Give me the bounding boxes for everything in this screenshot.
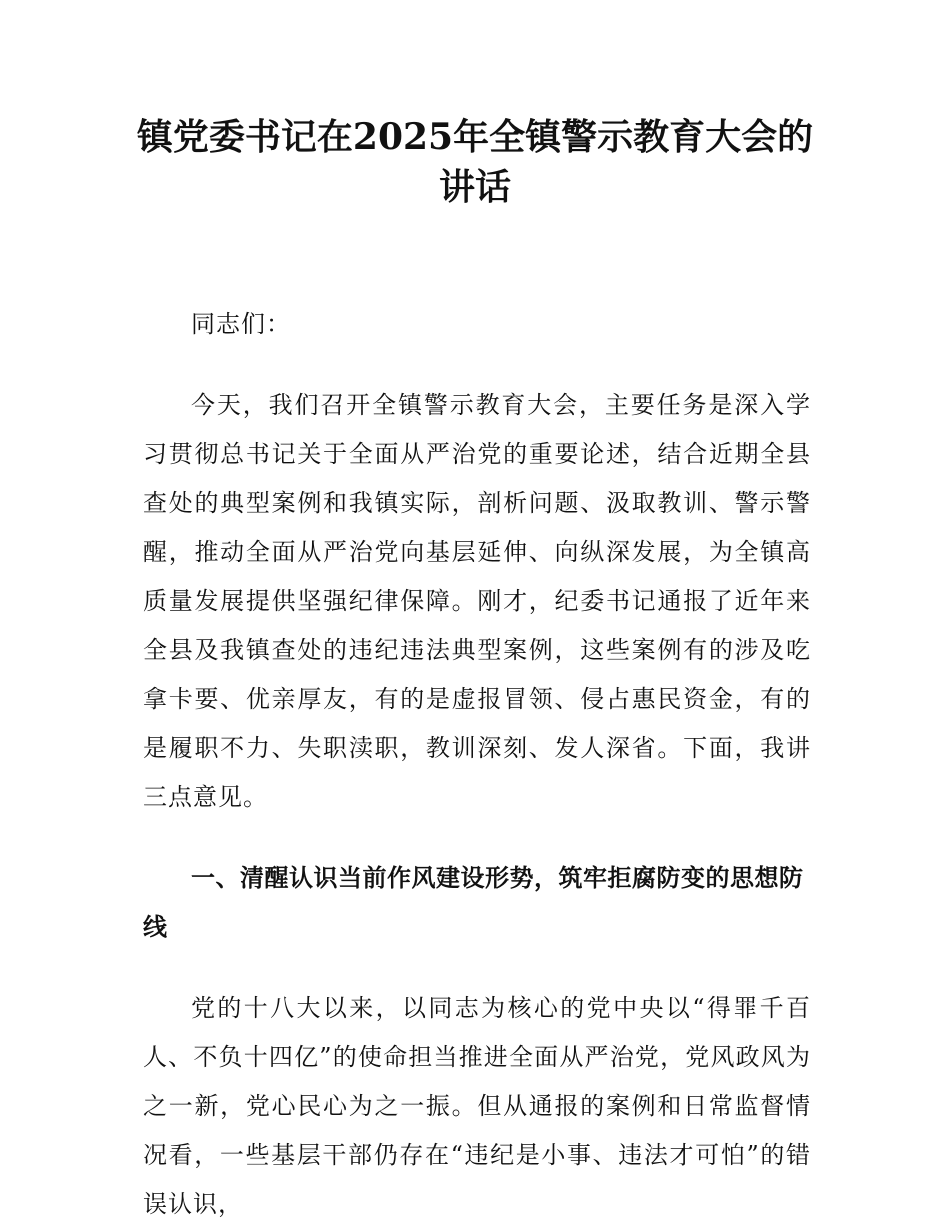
salutation: 同志们： bbox=[191, 310, 291, 338]
intro-paragraph: 今天，我们召开全镇警示教育大会，主要任务是深入学习贯彻总书记关于全面从严治党的重要论述，结合近期全县查处的典型案例和我镇实际，剖析问题、汲取教训、警示警醒，推动全面从严治党向基层延伸、向纵深发展，为全镇高质量发展提供坚强纪律保障。刚才，纪委书记通报了近年来全县及我镇查处的违纪违法典型案例，这些案例有的涉及吃拿卡要、优亲厚友，有的是虚报冒领、侵占惠民资金，有的是履职不力、失职渎职，教训深刻、发人深省。下面，我讲三点意见。 bbox=[143, 391, 811, 811]
paragraph-spacer bbox=[143, 349, 811, 381]
paragraph-spacer bbox=[143, 822, 811, 854]
document-body bbox=[143, 300, 811, 1229]
paragraph-spacer bbox=[143, 952, 811, 984]
document-title: 镇党委书记在2025年全镇警示教育大会的讲话 bbox=[136, 116, 814, 208]
section-heading-1: 一、清醒认识当前作风建设形势，筑牢拒腐防变的思想防线 bbox=[143, 864, 804, 941]
section-1-paragraph: 党的十八大以来，以同志为核心的党中央以“得罪千百人、不负十四亿”的使命担当推进全面从严治党，党风政风为之一新，党心民心为之一振。但从通报的案例和日常监督情况看，一些基层干部仍存在“违纪是小事、违法才可怕”的错误认识， bbox=[143, 994, 811, 1218]
